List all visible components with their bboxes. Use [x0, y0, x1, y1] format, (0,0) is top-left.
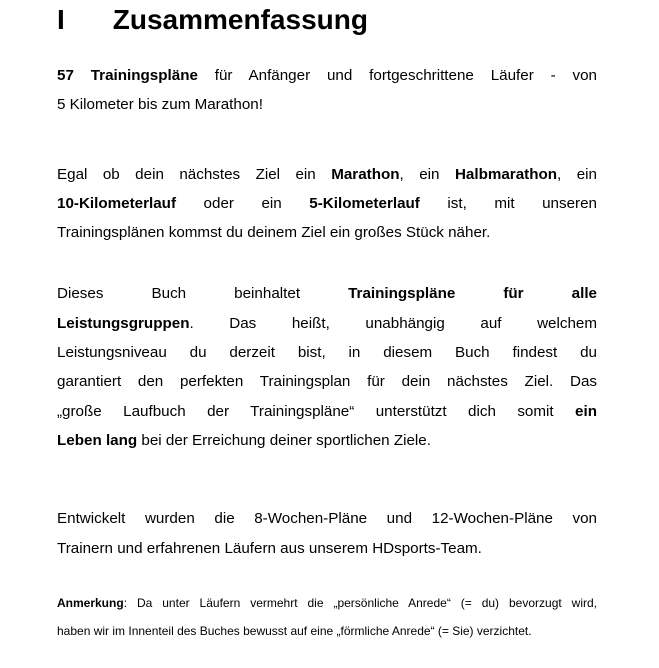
- text-line: [57, 397, 597, 426]
- text-line: [57, 90, 597, 119]
- paragraph: [57, 504, 597, 563]
- text-segment: garantiert den perfekten Trainingsplan für dein nächstes Ziel. Das: [57, 373, 597, 391]
- section-heading: [57, 3, 597, 37]
- text-segment: Dieses Buch beinhaltet: [57, 285, 349, 303]
- text-line: [57, 589, 597, 618]
- text-segment: Marathon: [331, 165, 400, 183]
- text-segment: 5-Kilometerlauf: [309, 194, 420, 212]
- text-line: [57, 504, 597, 533]
- text-segment: Trainingspläne für alle: [348, 285, 597, 303]
- text-segment: Leistungsniveau du derzeit bist, in diesem Buch findest du: [57, 344, 597, 362]
- text-line: [57, 367, 597, 396]
- text-segment: haben wir im Innenteil des Buches bewusst auf eine „förmliche Anrede“ (= Sie) verzichtet.: [57, 624, 532, 639]
- text-segment: Egal ob dein nächstes Ziel ein: [57, 165, 332, 183]
- text-segment: 10-Kilometerlauf: [57, 194, 177, 212]
- text-line: [57, 338, 597, 367]
- text-segment: Halbmarathon: [454, 165, 558, 183]
- text-segment: Entwickelt wurden die 8-Wochen-Pläne und 12-Wochen-Pläne von: [57, 510, 597, 528]
- text-line: [57, 279, 597, 308]
- text-segment: ein: [575, 402, 597, 420]
- text-line: [57, 309, 597, 338]
- paragraph: [57, 61, 597, 120]
- text-segment: bei der Erreichung deiner sportlichen Ziele.: [137, 431, 431, 449]
- paragraph: [57, 279, 597, 455]
- text-segment: „große Laufbuch der Trainingspläne“ unterstützt dich somit: [57, 402, 576, 420]
- section-number: I: [57, 4, 65, 35]
- text-segment: Anmerkung: [57, 595, 124, 610]
- text-line: [57, 189, 597, 218]
- body-text: [57, 61, 597, 563]
- text-segment: Trainern und erfahrenen Läufern aus unserem HDsports-Team.: [57, 539, 482, 557]
- footnote: [57, 589, 597, 646]
- text-line: [57, 617, 597, 646]
- document-page: [0, 3, 659, 668]
- text-segment: Leben lang: [57, 431, 138, 449]
- text-segment: , ein: [557, 165, 597, 183]
- text-segment: ist, mit unseren: [419, 194, 597, 212]
- text-segment: oder ein: [176, 194, 310, 212]
- text-line: [57, 218, 597, 247]
- text-segment: , ein: [399, 165, 455, 183]
- paragraph: [57, 160, 597, 248]
- text-line: [57, 61, 597, 90]
- text-segment: für Anfänger und fortgeschrittene Läufer - von: [197, 67, 597, 84]
- text-segment: 5 Kilometer bis zum Marathon!: [57, 96, 263, 114]
- text-segment: . Das heißt, unabhängig auf welchem: [189, 314, 597, 332]
- text-segment: : Da unter Läufern vermehrt die „persönliche Anrede“ (= du) bevorzugt wird,: [123, 595, 597, 610]
- section-title: Zusammenfassung: [112, 4, 368, 35]
- text-line: [57, 426, 597, 455]
- text-segment: Leistungsgruppen: [57, 314, 190, 332]
- text-segment: 57 Trainingspläne: [57, 67, 198, 84]
- text-line: [57, 160, 597, 189]
- text-line: [57, 534, 597, 563]
- text-segment: Trainingsplänen kommst du deinem Ziel ein großes Stück näher.: [57, 224, 491, 242]
